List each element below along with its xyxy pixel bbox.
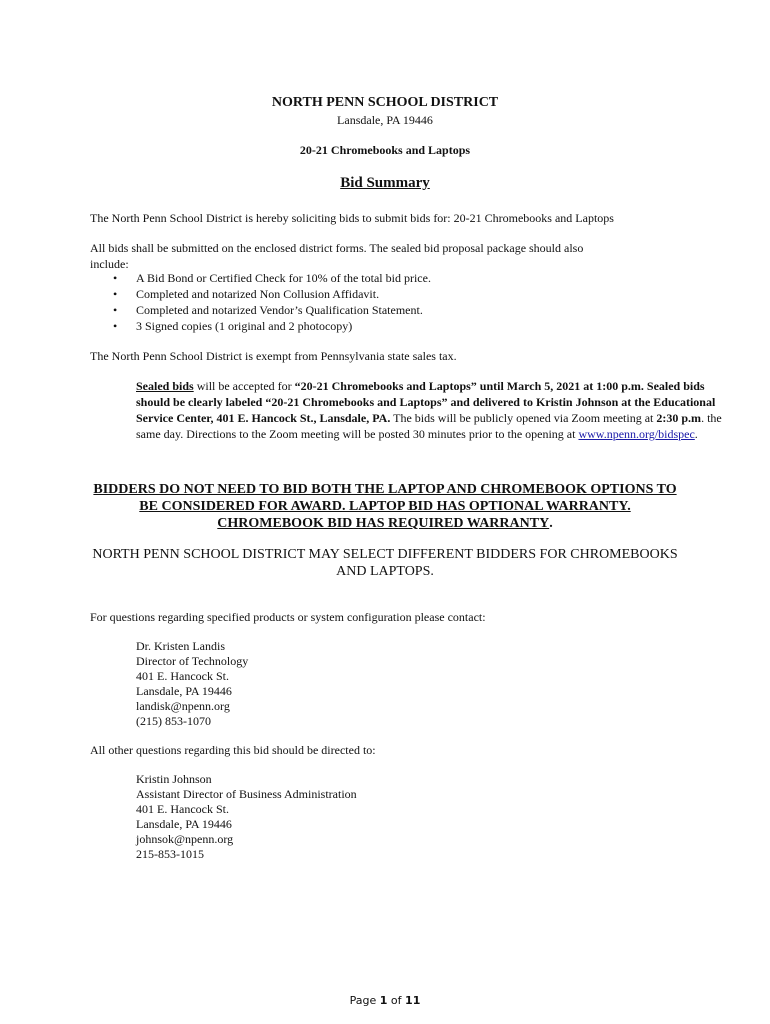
sealed-text: . the same day. Directions to the Zoom meeting will be posted 30 minutes prior to the opening at bbox=[136, 411, 722, 441]
bidspec-link[interactable]: www.npenn.org/bidspec bbox=[578, 427, 695, 441]
list-item: • 3 Signed copies (1 original and 2 photocopy) bbox=[90, 318, 690, 334]
list-item: • Completed and notarized Vendor’s Qualification Statement. bbox=[90, 302, 690, 318]
bid-contact-address bbox=[136, 772, 357, 862]
forms-line-2: include: bbox=[90, 257, 129, 271]
select-notice-line-2: AND LAPTOPS. bbox=[336, 564, 434, 579]
tax-exempt-note: The North Penn School District is exempt from Pennsylvania state sales tax. bbox=[90, 349, 457, 363]
contact-phone: 215-853-1015 bbox=[136, 847, 204, 861]
project-title: 20-21 Chromebooks and Laptops bbox=[299, 143, 471, 157]
notice-line-2: BE CONSIDERED FOR AWARD. LAPTOP BID HAS OPTIONAL WARRANTY. bbox=[139, 499, 631, 514]
contact-street: 401 E. Hancock St. bbox=[136, 802, 229, 816]
forms-line-1: All bids shall be submitted on the enclosed district forms. The sealed bid proposal package should also bbox=[90, 241, 584, 255]
district-title: NORTH PENN SCHOOL DISTRICT bbox=[271, 95, 499, 110]
intro-paragraph: The North Penn School District is hereby soliciting bids to submit bids for: 20-21 Chromebooks and Laptops bbox=[90, 211, 614, 225]
current-page: 1 bbox=[379, 994, 388, 1007]
notice-period: . bbox=[549, 516, 553, 531]
tech-contact-address bbox=[136, 639, 248, 729]
total-pages: 11 bbox=[405, 994, 421, 1007]
bid-summary-heading: Bid Summary bbox=[340, 175, 430, 191]
contact-title: Assistant Director of Business Administration bbox=[136, 787, 357, 801]
sealed-deadline: “20-21 Chromebooks and Laptops” until March 5, 2021 at 1:00 p.m. Sealed bids should be clearly labeled “20-21 Chromebooks and Laptops” and delivered to Kristin Johnson at the Educational Service Center, 401 E. Hancock St., Lansdale, PA. bbox=[136, 379, 716, 425]
contact-title: Director of Technology bbox=[136, 654, 249, 668]
sealed-text: will be accepted for bbox=[193, 379, 295, 393]
notice-line-3-text: CHROMEBOOK BID HAS REQUIRED WARRANTY bbox=[217, 516, 550, 531]
select-notice bbox=[0, 546, 770, 580]
page-number bbox=[0, 994, 770, 1007]
contact-city: Lansdale, PA 19446 bbox=[136, 684, 232, 698]
sealed-text: The bids will be publicly opened via Zoom meeting at bbox=[390, 411, 657, 425]
list-item: • Completed and notarized Non Collusion Affidavit. bbox=[90, 286, 690, 302]
select-notice-line-1: NORTH PENN SCHOOL DISTRICT MAY SELECT DIFFERENT BIDDERS FOR CHROMEBOOKS bbox=[92, 547, 678, 562]
requirements-list bbox=[90, 270, 690, 334]
sealed-bids-paragraph bbox=[136, 378, 732, 442]
contact-city: Lansdale, PA 19446 bbox=[136, 817, 232, 831]
bid-contact-intro: All other questions regarding this bid should be directed to: bbox=[90, 743, 376, 757]
contact-street: 401 E. Hancock St. bbox=[136, 669, 229, 683]
district-location: Lansdale, PA 19446 bbox=[337, 113, 433, 127]
tech-contact-intro: For questions regarding specified products or system configuration please contact: bbox=[90, 610, 486, 624]
notice-block bbox=[0, 481, 770, 532]
notice-line-1: BIDDERS DO NOT NEED TO BID BOTH THE LAPTOP AND CHROMEBOOK OPTIONS TO bbox=[93, 482, 677, 497]
sealed-text: . bbox=[694, 427, 698, 441]
of-word: of bbox=[387, 994, 406, 1007]
notice-line-3 bbox=[0, 515, 770, 532]
contact-email: landisk@npenn.org bbox=[136, 699, 230, 713]
page-word: Page bbox=[349, 994, 380, 1007]
forms-paragraph bbox=[90, 240, 690, 272]
contact-name: Kristin Johnson bbox=[136, 772, 212, 786]
list-item: • A Bid Bond or Certified Check for 10% of the total bid price. bbox=[90, 270, 690, 286]
contact-email: johnsok@npenn.org bbox=[136, 832, 234, 846]
sealed-bids-label: Sealed bids bbox=[136, 379, 194, 393]
opening-time: 2:30 p.m bbox=[656, 411, 702, 425]
contact-name: Dr. Kristen Landis bbox=[136, 639, 225, 653]
contact-phone: (215) 853-1070 bbox=[136, 714, 211, 728]
